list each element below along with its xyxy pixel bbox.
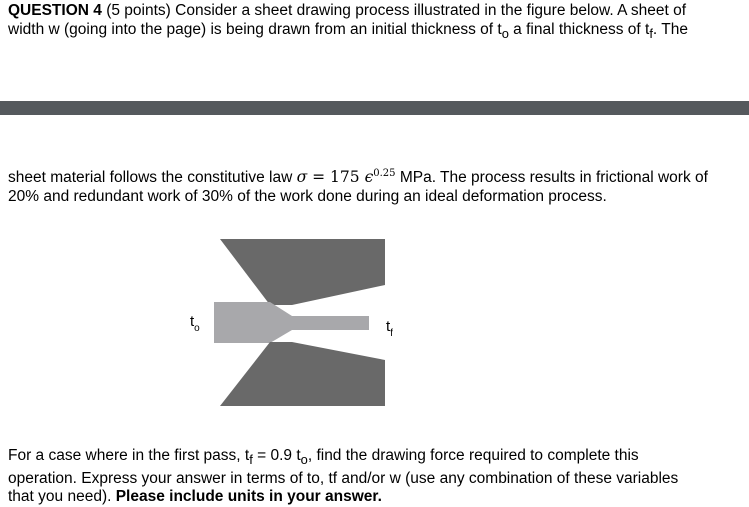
sheet-drawing-figure — [178, 236, 418, 408]
lower-die — [220, 342, 385, 406]
label-tf: $t_f$ — [386, 318, 393, 339]
question-line-1-text: Consider a sheet drawing process illustrated in the figure below. A sheet of — [175, 2, 687, 19]
task-subscript-f: f — [249, 452, 253, 468]
incoming-sheet — [214, 302, 292, 343]
units-instruction: Please include units in your answer. — [115, 488, 382, 506]
task-line-1 — [8, 447, 678, 470]
question-points: (5 points) — [106, 2, 171, 19]
task-line-1-text-c: , find the drawing force required to complete this — [307, 447, 639, 464]
material-line-2: 20% and redundant work of 30% of the work done during an ideal deformation process. — [8, 187, 607, 205]
task-line-1-text-b: = 0.9 t — [252, 447, 301, 464]
outgoing-sheet — [292, 316, 369, 330]
task-line-1-text-a: For a case where in the first pass, t — [8, 447, 250, 464]
task-line-3 — [8, 488, 678, 507]
constitutive-constant: = 175 — [307, 168, 365, 187]
task-line-3-text: that you need). — [8, 488, 116, 506]
task-paragraph — [8, 447, 678, 507]
strain-exponent: 0.25 — [373, 168, 396, 179]
question-subscript-f: f — [649, 25, 653, 41]
page-divider — [0, 101, 749, 115]
material-paragraph — [8, 165, 708, 206]
question-heading: QUESTION 4 — [8, 2, 102, 19]
material-line-1-tail: MPa. The process results in frictional work of — [395, 169, 708, 187]
label-to: $t_o$ — [190, 313, 200, 334]
question-line-2-text-a: width w (going into the page) is being drawn from an initial thickness of t — [8, 20, 502, 38]
question-line-2-text-b: a final thickness of t — [508, 20, 650, 38]
material-line-1 — [8, 165, 708, 188]
sigma-symbol: σ — [296, 168, 308, 187]
question-intro — [8, 2, 688, 43]
task-subscript-o: o — [300, 452, 308, 468]
epsilon-symbol: ϵ — [364, 168, 374, 187]
material-line-1-text: sheet material follows the constitutive law — [8, 169, 297, 187]
upper-die — [220, 239, 385, 305]
task-line-2: operation. Express your answer in terms of to, tf and/or w (use any combination of these variables — [8, 469, 679, 487]
question-subscript-o: o — [501, 25, 509, 41]
question-line-1 — [8, 2, 688, 21]
question-line-2 — [8, 21, 688, 44]
question-line-2-text-c: . The — [652, 20, 688, 38]
